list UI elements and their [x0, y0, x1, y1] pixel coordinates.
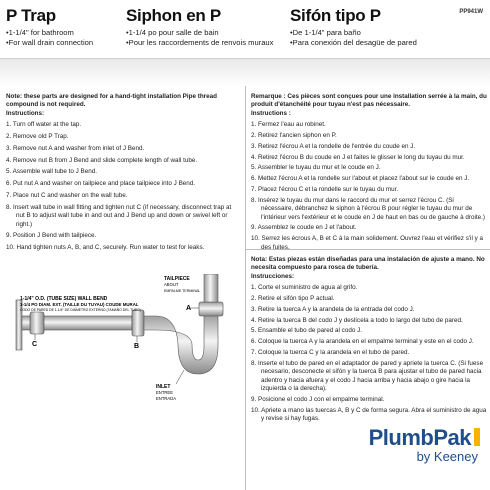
nut-b-label: B — [134, 343, 140, 350]
step: 2. Remove old P Trap. — [6, 133, 69, 141]
step: 3. Retire la tuerca A y la arandela de la entrada del codo J. — [251, 305, 415, 313]
header-spanish — [290, 7, 417, 47]
wall-bend-label: 1-1/4" O.D. (TUBE SIZE) WALL BEND — [20, 296, 108, 302]
title-french: Siphon en P — [126, 6, 221, 25]
bullet: • For wall drain connection — [6, 38, 93, 48]
nut-a-label: A — [186, 305, 192, 312]
step: 4. Retire la tuerca B del codo J y deslícela a todo lo largo del tubo de pared. — [251, 316, 463, 324]
note-english: Note: these parts are designed for a hand-tight installation Pipe thread compound is not required. — [6, 93, 217, 109]
step: 1. Fermez l'eau au robinet. — [251, 121, 326, 129]
bullet: • Para conexión del desagüe de pared — [290, 38, 417, 48]
steps-french — [251, 121, 487, 252]
step: 7. Placez l'écrou C et la rondelle sur le tuyau du mur. — [251, 186, 399, 193]
inlet-label: INLET — [156, 384, 171, 390]
note-spanish: Nota: Estas piezas están diseñadas para una instalación de ajuste a mano. No necesita compuesto para rosca de tubería. — [251, 256, 485, 272]
logo-brand: PlumbPak — [340, 426, 480, 450]
step: 2. Retire el sifón tipo P actual. — [251, 295, 335, 303]
french-instructions — [251, 93, 487, 254]
step: 3. Retirez l'écrou A et la rondelle de l'entrée du coude en J. — [251, 142, 416, 150]
plumbpak-logo — [340, 426, 480, 474]
nut-c — [30, 312, 44, 334]
tailpiece — [204, 274, 218, 302]
header-english — [6, 7, 93, 47]
steps-spanish — [251, 284, 487, 423]
header-french — [126, 7, 273, 47]
step: 5. Assembler le tuyau du mur et le coude en J. — [251, 164, 381, 172]
step: 8. Inserte el tubo de pared en el adaptador de pared y apriete la tuerca C. (Si fuese necesario, desconecte el sifón y la tuerca B para ajustar el tubo de pared hacia adentro y hacia afuera y el codo J hacia arriba y hacia abajo o gire hacia la izquierda o la derecha). — [251, 359, 484, 393]
title-spanish: Sifón tipo P — [290, 6, 381, 25]
tailpiece-label: TAILPIECE — [164, 276, 190, 282]
step: 2. Retirez l'ancien siphon en P. — [251, 132, 337, 140]
step: 3. Remove nut A and washer from inlet of J Bend. — [6, 144, 145, 152]
bullet: • Pour les raccordements de renvois muraux — [126, 38, 273, 48]
logo-accent-bar — [474, 428, 480, 446]
step: 4. Retirez l'écrou B du coude en J et faites le glisser le long du tuyau du mur. — [251, 153, 465, 161]
spanish-instructions — [251, 256, 487, 426]
bullet: • De 1-1/4" para baño — [290, 28, 417, 38]
wall-bend-label-fr: 1-1/4 PO DIAM. EXT. (TAILLE DU TUYAU) COUDE MURAL — [20, 302, 139, 307]
step: 5. Assemble wall tube to J Bend. — [6, 168, 98, 176]
title-english: P Trap — [6, 6, 56, 25]
leader-line — [176, 370, 184, 384]
instructions-label-english: Instructions: — [6, 109, 45, 117]
p-trap-diagram — [6, 274, 236, 414]
j-bend — [144, 314, 218, 374]
bullets-french — [126, 28, 273, 47]
step: 5. Ensamble el tubo de pared al codo J. — [251, 327, 362, 335]
nut-b — [132, 310, 144, 336]
note-french: Remarque : Ces pièces sont conçues pour une installation serrée à la main, du produit d'étanchéité pour tuyau n'est pas nécessaire. — [251, 93, 487, 109]
nut-a — [199, 302, 223, 316]
header-divider — [0, 58, 490, 86]
tailpiece-label-es: EMPALME TERMINAL — [164, 289, 201, 293]
step: 1. Turn off water at the tap. — [6, 121, 82, 129]
instructions-label-french: Instructions : — [251, 109, 291, 117]
logo-subtitle: by Keeney — [416, 449, 478, 464]
step: 9. Position J Bend with tailpiece. — [6, 232, 97, 240]
step: 7. Coloque la tuerca C y la arandela en el tubo de pared. — [251, 349, 410, 356]
step: 6. Mettez l'écrou A et la rondelle sur l'about et placez l'about sur le coude en J. — [251, 175, 470, 183]
step: 8. Insert wall tube in wall fitting and tighten nut C (if necessary, disconnect trap at nut B to adjust wall tube in and out and J Bend up and down or swivel left or right.) — [6, 203, 232, 228]
bullets-spanish — [290, 28, 417, 47]
column-divider — [245, 86, 246, 490]
nut-c-label: C — [32, 341, 38, 348]
tailpiece-label-fr: ABOUT — [164, 282, 179, 287]
step: 9. Assemblez le coude en J et l'about. — [251, 224, 357, 232]
step: 10. Serrez les écrous A, B et C à la main solidement. Ouvrez l'eau et vérifiez s'il y a des fuites. — [251, 235, 483, 251]
step: 7. Place nut C and washer on the wall tube. — [6, 192, 128, 199]
product-code: PP941W — [459, 9, 483, 15]
english-instructions — [6, 93, 240, 256]
wall-bend-label-es: CODO DE PARED DE 1-1/4" DE DIÁMETRO EXTERNO (TAMAÑO DEL TUBO) — [20, 308, 141, 312]
step: 6. Put nut A and washer on tailpiece and place tailpiece into J Bend. — [6, 180, 196, 188]
bullet: • 1-1/4" for bathroom — [6, 28, 93, 38]
step: 4. Remove nut B from J Bend and slide complete length of wall tube. — [6, 156, 198, 164]
inlet-label-fr: ENTREE — [156, 390, 173, 395]
header — [0, 0, 490, 56]
bullet: • 1-1/4 po pour salle de bain — [126, 28, 273, 38]
instructions-label-spanish: Instrucciones: — [251, 272, 295, 280]
step: 10. Hand tighten nuts A, B, and C, securely. Run water to test for leaks. — [6, 244, 205, 252]
step: 9. Posicione el codo J con el empalme terminal. — [251, 395, 385, 403]
step: 10. Apriete a mano las tuercas A, B y C de forma segura. Abra el suministro de agua y revise si hay fugas. — [251, 406, 487, 423]
inlet-label-es: ENTRADA — [156, 396, 177, 401]
step: 6. Coloque la tuerca A y la arandela en el empalme terminal y este en el codo J. — [251, 338, 474, 346]
step: 1. Corte el suministro de agua al grifo. — [251, 284, 358, 292]
step: 8. Insérez le tuyau du mur dans le raccord du mur et serrez l'écrou C. (Si nécessaire, débranchez le siphon à l'écrou B pour régler le tuyau du mur de l'intérieur vers l'extérieur et le coude en J de haut en bas ou de gauche à droite.) — [251, 196, 485, 221]
bullets-english — [6, 28, 93, 47]
steps-english — [6, 121, 240, 252]
